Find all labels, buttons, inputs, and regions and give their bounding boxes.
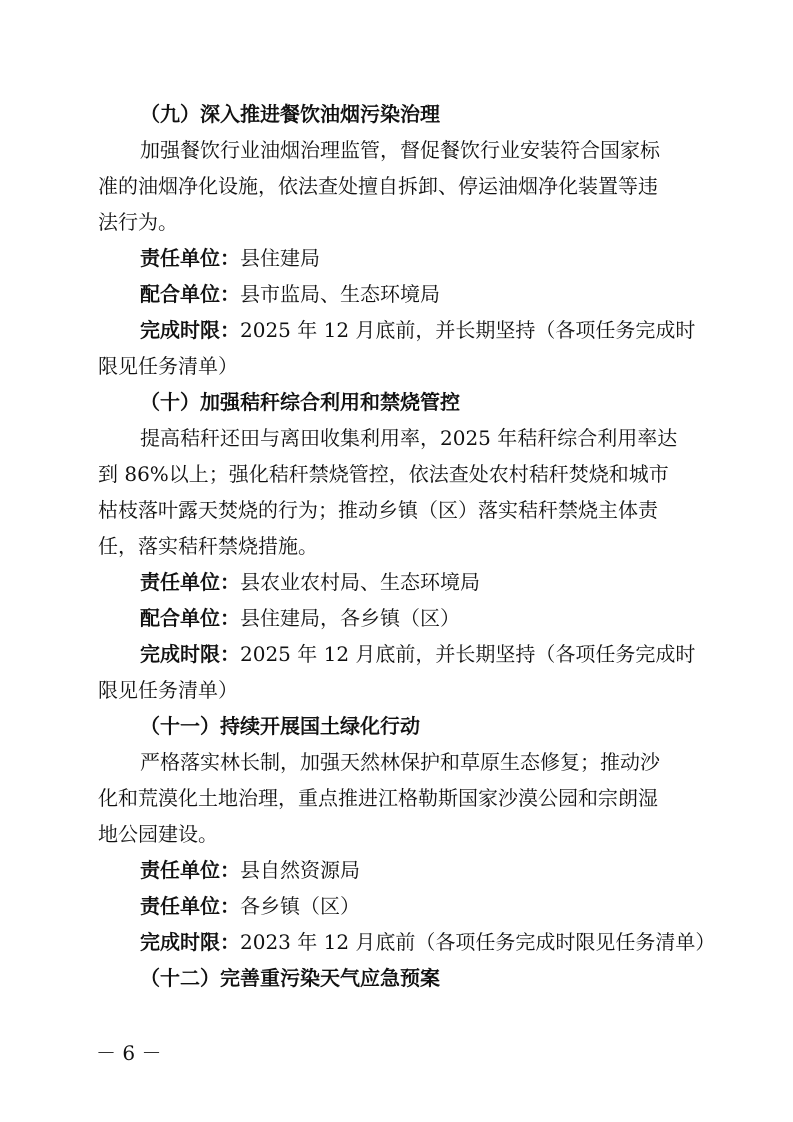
field-value: 2025 年 12 月底前，并长期坚持（各项任务完成时 bbox=[240, 318, 696, 342]
field-value: 县市监局、生态环境局 bbox=[240, 282, 440, 306]
field-value: 县自然资源局 bbox=[240, 858, 360, 882]
deadline bbox=[98, 312, 698, 348]
paragraph-line: 加强餐饮行业油烟治理监管，督促餐饮行业安装符合国家标 bbox=[140, 138, 660, 162]
responsible-unit bbox=[98, 564, 698, 600]
field-value: 各乡镇（区） bbox=[240, 894, 360, 918]
responsible-unit bbox=[98, 888, 698, 924]
cooperating-unit bbox=[98, 600, 698, 636]
paragraph-line: 严格落实林长制，加强天然林保护和草原生态修复；推动沙 bbox=[140, 750, 660, 774]
field-value: 县住建局，各乡镇（区） bbox=[240, 606, 460, 630]
document-page bbox=[98, 96, 716, 996]
paragraph-line: 准的油烟净化设施，依法查处擅自拆卸、停运油烟净化装置等违 bbox=[98, 174, 658, 198]
paragraph-line: 到 86%以上；强化秸秆禁烧管控，依法查处农村秸秆焚烧和城市 bbox=[98, 462, 669, 486]
paragraph-line: 地公园建设。 bbox=[98, 822, 218, 846]
field-label: 完成时限： bbox=[140, 642, 240, 666]
paragraph-line: 化和荒漠化土地治理，重点推进江格勒斯国家沙漠公园和宗朗湿 bbox=[98, 786, 658, 810]
section-heading: （十二）完善重污染天气应急预案 bbox=[140, 966, 440, 990]
field-label: 完成时限： bbox=[140, 930, 240, 954]
field-label: 完成时限： bbox=[140, 318, 240, 342]
paragraph-line: 任，落实秸秆禁烧措施。 bbox=[98, 534, 318, 558]
section-heading: （九）深入推进餐饮油烟污染治理 bbox=[140, 102, 440, 126]
field-label: 责任单位： bbox=[140, 858, 240, 882]
field-label: 责任单位： bbox=[140, 246, 240, 270]
paragraph bbox=[98, 744, 698, 852]
responsible-unit bbox=[98, 852, 698, 888]
paragraph bbox=[98, 420, 698, 564]
responsible-unit bbox=[98, 240, 698, 276]
field-value: 2023 年 12 月底前（各项任务完成时限见任务清单） bbox=[240, 930, 716, 954]
section-heading: （十一）持续开展国土绿化行动 bbox=[140, 714, 420, 738]
field-value: 2025 年 12 月底前，并长期坚持（各项任务完成时 bbox=[240, 642, 696, 666]
field-label: 责任单位： bbox=[140, 570, 240, 594]
cooperating-unit bbox=[98, 276, 698, 312]
paragraph-line: 枯枝落叶露天焚烧的行为；推动乡镇（区）落实秸秆禁烧主体责 bbox=[98, 498, 658, 522]
deadline-continuation: 限见任务清单） bbox=[98, 354, 238, 378]
paragraph-line: 提高秸秆还田与离田收集利用率，2025 年秸秆综合利用率达 bbox=[140, 426, 678, 450]
deadline bbox=[98, 924, 716, 960]
field-label: 责任单位： bbox=[140, 894, 240, 918]
deadline-continuation: 限见任务清单） bbox=[98, 678, 238, 702]
page-number: － 6 － bbox=[96, 1041, 162, 1065]
paragraph bbox=[98, 132, 698, 240]
field-label: 配合单位： bbox=[140, 606, 240, 630]
field-value: 县住建局 bbox=[240, 246, 320, 270]
paragraph-line: 法行为。 bbox=[98, 210, 178, 234]
section-heading: （十）加强秸秆综合利用和禁烧管控 bbox=[140, 390, 460, 414]
deadline bbox=[98, 636, 698, 672]
field-value: 县农业农村局、生态环境局 bbox=[240, 570, 480, 594]
field-label: 配合单位： bbox=[140, 282, 240, 306]
